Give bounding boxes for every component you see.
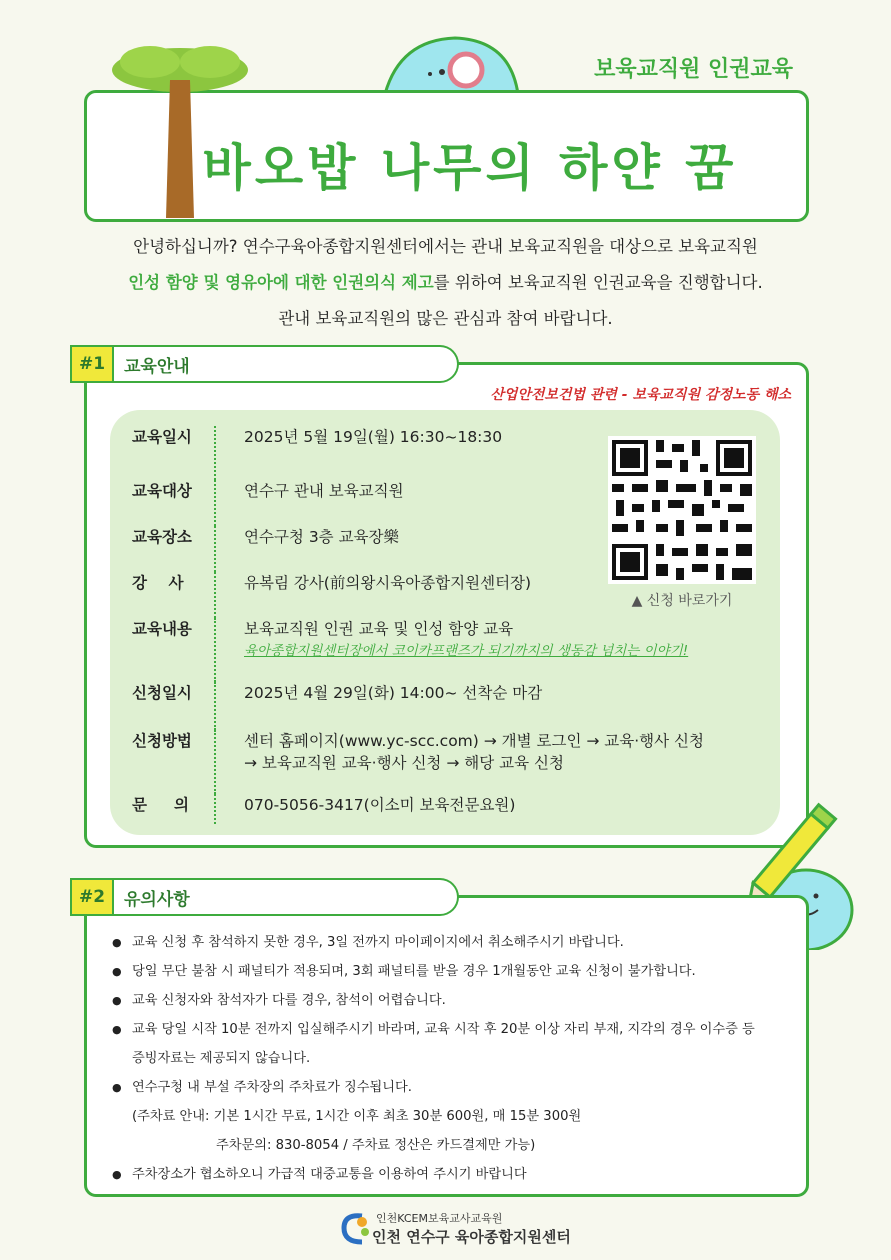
list-item-continuation: 증빙자료는 제공되지 않습니다. <box>132 1051 311 1066</box>
row-key: 신청방법 <box>132 732 192 750</box>
row-value: 070-5056-3417(이소미 보육전문요원) <box>244 796 516 814</box>
row-value: 연수구청 3층 교육장樂 <box>244 528 400 546</box>
section2-number: #2 <box>70 878 114 916</box>
list-item: ● 연수구청 내 부설 주차장의 주차료가 징수됩니다. <box>112 1073 792 1102</box>
row-value: 연수구 관내 보육교직원 <box>244 482 404 500</box>
turtle-illustration <box>380 32 520 94</box>
center-logo-icon <box>340 1212 370 1246</box>
notes-list <box>112 928 792 1189</box>
footer-center: 인천 연수구 육아종합지원센터 <box>372 1228 571 1246</box>
list-item: ● 주차장소가 협소하오니 가급적 대중교통을 이용하여 주시기 바랍니다 <box>112 1160 792 1189</box>
row-key: 신청일시 <box>132 684 192 702</box>
section2-tab <box>70 876 459 918</box>
section1-tab <box>70 343 459 385</box>
list-item: ● 당일 무단 불참 시 패널티가 적용되며, 3회 패널티를 받을 경우 1개월동안 교육 신청이 불가합니다. <box>112 957 792 986</box>
row-value: 2025년 4월 29일(화) 14:00~ 선착순 마감 <box>244 684 543 702</box>
row-value: 보육교직원 인권 교육 및 인성 함양 교육 <box>244 620 514 638</box>
list-item: ● 교육 신청자와 참석자가 다를 경우, 참석이 어렵습니다. <box>112 986 792 1015</box>
row-key: 교육장소 <box>132 528 192 546</box>
list-item: ● 교육 당일 시작 10분 전까지 입실해주시기 바라며, 교육 시작 후 20분 이상 자리 부재, 지각의 경우 이수증 등 <box>112 1015 792 1044</box>
row-key: 문 의 <box>132 796 189 814</box>
row-apply-date <box>132 682 752 730</box>
row-value: 센터 홈페이지(www.yc-scc.com) → 개별 로그인 → 교육·행사 신청 <box>244 732 705 750</box>
row-key: 교육일시 <box>132 428 192 446</box>
intro-highlight: 인성 함양 및 영유아에 대한 인권의식 제고 <box>128 273 434 292</box>
row-value: 2025년 5월 19일(월) 16:30~18:30 <box>244 428 503 446</box>
row-key: 교육내용 <box>132 620 192 638</box>
page-title: 바오밥 나무의 하얀 꿈 <box>202 139 738 197</box>
footer-org: 인천KCEM보육교사교육원 <box>376 1212 503 1225</box>
row-key: 교육대상 <box>132 482 192 500</box>
section1-number: #1 <box>70 345 114 383</box>
intro-line-3: 관내 보육교직원의 많은 관심과 참여 바랍니다. <box>278 309 613 328</box>
qr-caption: ▲ 신청 바로가기 <box>631 593 733 609</box>
section1-label: 교육안내 <box>114 345 459 383</box>
top-tag: 보육교직원 인권교육 <box>594 57 793 82</box>
intro-line-2-rest: 를 위하여 보육교직원 인권교육을 진행합니다. <box>433 273 763 292</box>
list-item: ● 교육 신청 후 참석하지 못한 경우, 3일 전까지 마이페이지에서 취소해주시기 바랍니다. <box>112 928 792 957</box>
row-key: 강 사 <box>132 574 184 592</box>
row-contact <box>132 794 752 824</box>
parking-fee: (주차료 안내: 기본 1시간 무료, 1시간 이후 최초 30분 600원, 매 15분 300원 <box>132 1109 582 1124</box>
row-content <box>132 618 752 682</box>
content-subtitle: 육아종합지원센터장에서 코이카프랜즈가 되기까지의 생동감 넘치는 이야기! <box>244 643 689 659</box>
row-apply-method <box>132 730 752 794</box>
row-value: 유복림 강사(前의왕시육아종합지원센터장) <box>244 574 532 592</box>
section2-label: 유의사항 <box>114 878 459 916</box>
intro-line-1: 안녕하십니까? 연수구육아종합지원센터에서는 관내 보육교직원을 대상으로 보육교직원 <box>133 237 758 256</box>
parking-contact: 주차문의: 830-8054 / 주차료 정산은 카드결제만 가능) <box>216 1138 536 1153</box>
qr-code-icon[interactable] <box>608 436 756 584</box>
intro-line-2 <box>60 266 831 300</box>
law-note: 산업안전보건법 관련 - 보육교직원 감정노동 해소 <box>490 387 791 403</box>
row-value-cont: → 보육교직원 교육·행사 신청 → 해당 교육 신청 <box>244 754 564 772</box>
